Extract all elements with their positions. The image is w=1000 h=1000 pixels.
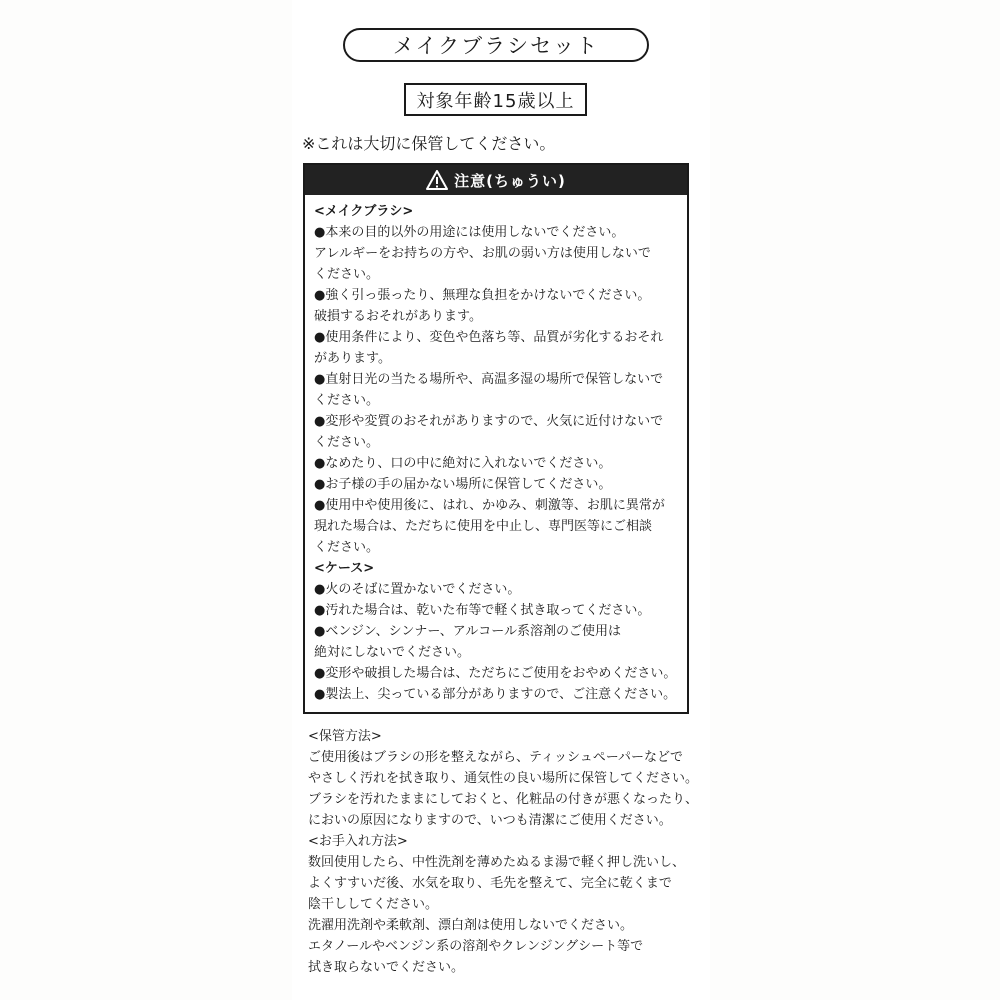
brush-caution-line: ●変形や変質のおそれがありますので、火気に近付けないで bbox=[314, 414, 664, 429]
keep-note: ※これは大切に保管してください。 bbox=[302, 134, 556, 153]
age-label-text: 対象年齢15歳以上 bbox=[416, 90, 575, 112]
case-lines bbox=[314, 579, 687, 705]
product-title-text: メイクブラシセット bbox=[392, 34, 600, 58]
brush-caution-line: ●直射日光の当たる場所や、高温多湿の場所で保管しないで bbox=[314, 372, 664, 387]
brush-caution-line: ●使用条件により、変色や色落ち等、品質が劣化するおそれ bbox=[314, 330, 664, 345]
case-caution-line: 絶対にしないでください。 bbox=[314, 645, 471, 660]
case-caution-line: ●汚れた場合は、乾いた布等で軽く拭き取ってください。 bbox=[314, 603, 651, 618]
care-lines bbox=[308, 853, 685, 979]
storage-lines bbox=[308, 748, 698, 832]
brush-caution-line: 現れた場合は、ただちに使用を中止し、専門医等にご相談 bbox=[314, 519, 653, 534]
caution-body bbox=[305, 195, 687, 705]
case-caution-line: ●変形や破損した場合は、ただちにご使用をおやめください。 bbox=[314, 666, 677, 681]
warning-triangle-icon bbox=[426, 170, 448, 190]
brush-caution-line: ください。 bbox=[314, 435, 380, 450]
brush-caution-line: があります。 bbox=[314, 351, 391, 366]
care-line: 洗濯用洗剤や柔軟剤、漂白剤は使用しないでください。 bbox=[308, 917, 634, 933]
brush-caution-line: ください。 bbox=[314, 393, 380, 408]
caution-header bbox=[305, 165, 687, 195]
caution-header-text: 注意(ちゅうい) bbox=[454, 171, 566, 190]
product-title bbox=[343, 28, 649, 62]
brush-caution-line: ください。 bbox=[314, 267, 380, 282]
storage-heading: <保管方法> bbox=[308, 729, 382, 744]
care-line: エタノールやベンジン系の溶剤やクレンジングシート等で bbox=[308, 938, 644, 954]
care-line: 数回使用したら、中性洗剤を薄めたぬるま湯で軽く押し洗いし、 bbox=[308, 854, 686, 870]
storage-section bbox=[308, 727, 698, 832]
storage-line: ご使用後はブラシの形を整えながら、ティッシュペーパーなどで bbox=[308, 749, 684, 765]
brush-caution-line: ●使用中や使用後に、はれ、かゆみ、刺激等、お肌に異常が bbox=[314, 498, 665, 513]
storage-line: やさしく汚れを拭き取り、通気性の良い場所に保管してください。 bbox=[308, 770, 699, 786]
case-heading: <ケース> bbox=[314, 561, 375, 576]
brush-caution-line: 破損するおそれがあります。 bbox=[314, 309, 482, 324]
brush-heading: <メイクブラシ> bbox=[314, 204, 414, 219]
brush-caution-line: ●なめたり、口の中に絶対に入れないでください。 bbox=[314, 456, 612, 471]
care-line: 拭き取らないでください。 bbox=[308, 959, 465, 975]
brush-caution-line: アレルギーをお持ちの方や、お肌の弱い方は使用しないで bbox=[314, 246, 651, 261]
brush-caution-line: ●強く引っ張ったり、無理な負担をかけないでください。 bbox=[314, 288, 651, 303]
caution-box bbox=[303, 163, 689, 714]
brush-caution-line: ●お子様の手の届かない場所に保管してください。 bbox=[314, 477, 612, 492]
care-line: 陰干ししてください。 bbox=[308, 896, 439, 912]
care-section bbox=[308, 832, 685, 979]
storage-line: においの原因になりますので、いつも清潔にご使用ください。 bbox=[308, 812, 672, 828]
storage-line: ブラシを汚れたままにしておくと、化粧品の付きが悪くなったり、 bbox=[308, 791, 699, 807]
case-caution-line: ●製法上、尖っている部分がありますので、ご注意ください。 bbox=[314, 687, 677, 702]
care-heading: <お手入れ方法> bbox=[308, 834, 408, 849]
brush-caution-line: ●本来の目的以外の用途には使用しないでください。 bbox=[314, 225, 625, 240]
brush-caution-line: ください。 bbox=[314, 540, 380, 555]
care-line: よくすすいだ後、水気を取り、毛先を整えて、完全に乾くまで bbox=[308, 875, 672, 891]
case-caution-line: ●ベンジン、シンナー、アルコール系溶剤のご使用は bbox=[314, 624, 622, 639]
age-label bbox=[404, 83, 587, 116]
case-caution-line: ●火のそばに置かないでください。 bbox=[314, 582, 521, 597]
brush-lines bbox=[314, 222, 687, 558]
